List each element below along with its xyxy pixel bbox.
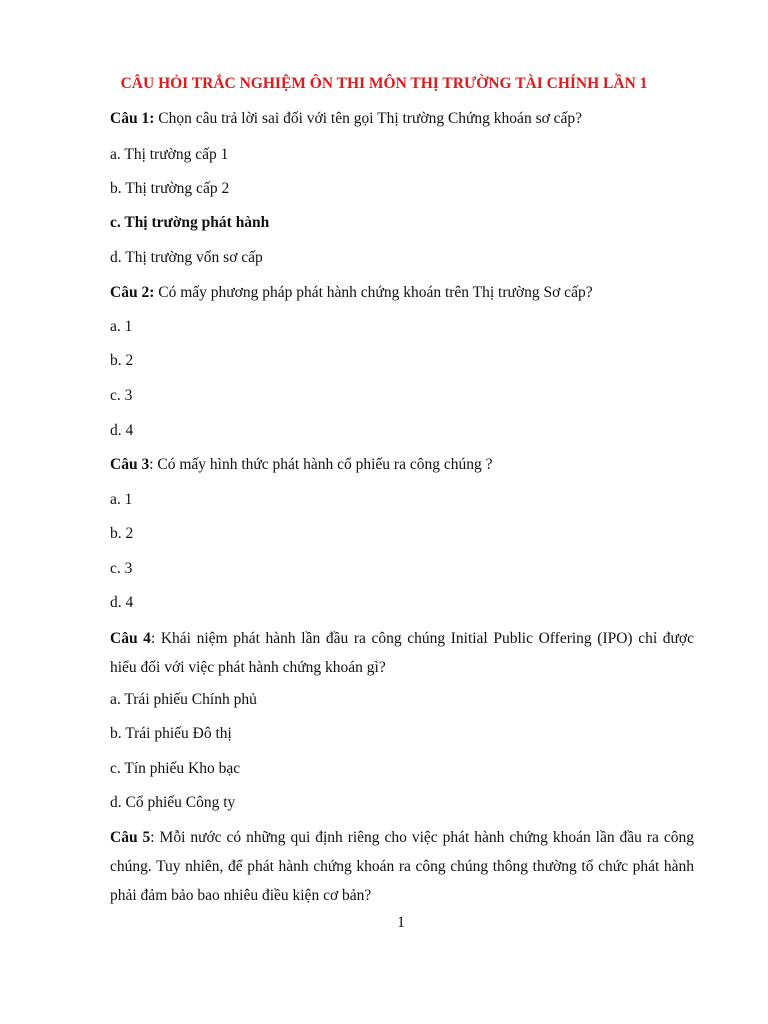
page-number: 1 [397,914,405,931]
option-2a: a. 1 [110,318,133,335]
option-4c: c. Tín phiếu Kho bạc [110,760,241,777]
option-3d: d. 4 [110,594,134,611]
option-4b: b. Trái phiếu Đô thị [110,725,232,742]
option-4a: a. Trái phiếu Chính phủ [110,691,257,708]
question-text: : Mỗi nước có những qui định riêng cho việc phát hành chứng khoán lần đầu ra công chúng. Tuy nhiên, để phát hành chứng khoán ra công chúng thông thường tổ chức phát hành phải đảm bảo bao nhiêu điều kiện cơ bản? [110,829,694,904]
question-label: Câu 5 [110,829,151,846]
option-1a: a. Thị trường cấp 1 [110,146,229,163]
question-2 [110,284,593,302]
question-5 [110,823,694,910]
option-1b: b. Thị trường cấp 2 [110,180,230,197]
question-label: Câu 2: [110,284,155,301]
question-text: Chọn câu trả lời sai đối với tên gọi Thị trường Chứng khoán sơ cấp? [154,110,583,127]
question-text: : Khái niệm phát hành lần đầu ra công chúng Initial Public Offering (IPO) chỉ được hiểu đối với việc phát hành chứng khoán gì? [110,630,694,676]
question-label: Câu 3 [110,456,150,473]
option-2d: d. 4 [110,422,134,439]
option-3a: a. 1 [110,491,133,508]
option-4d: d. Cổ phiếu Công ty [110,794,236,811]
option-2b: b. 2 [110,352,134,369]
question-3 [110,456,493,474]
document-title: CÂU HỎI TRẮC NGHIỆM ÔN THI MÔN THỊ TRƯỜNG TÀI CHÍNH LẦN 1 [120,75,648,92]
option-1c-correct: c. Thị trường phát hành [110,214,270,231]
question-text: Có mấy phương pháp phát hành chứng khoán trên Thị trường Sơ cấp? [154,284,593,301]
option-2c: c. 3 [110,387,133,404]
question-text: : Có mấy hình thức phát hành cổ phiếu ra công chúng ? [149,456,493,473]
option-3c: c. 3 [110,560,133,577]
question-label: Câu 1: [110,110,155,127]
question-1 [110,110,582,128]
option-3b: b. 2 [110,525,134,542]
question-4 [110,624,694,682]
option-1d: d. Thị trường vốn sơ cấp [110,249,263,266]
question-label: Câu 4 [110,630,151,647]
